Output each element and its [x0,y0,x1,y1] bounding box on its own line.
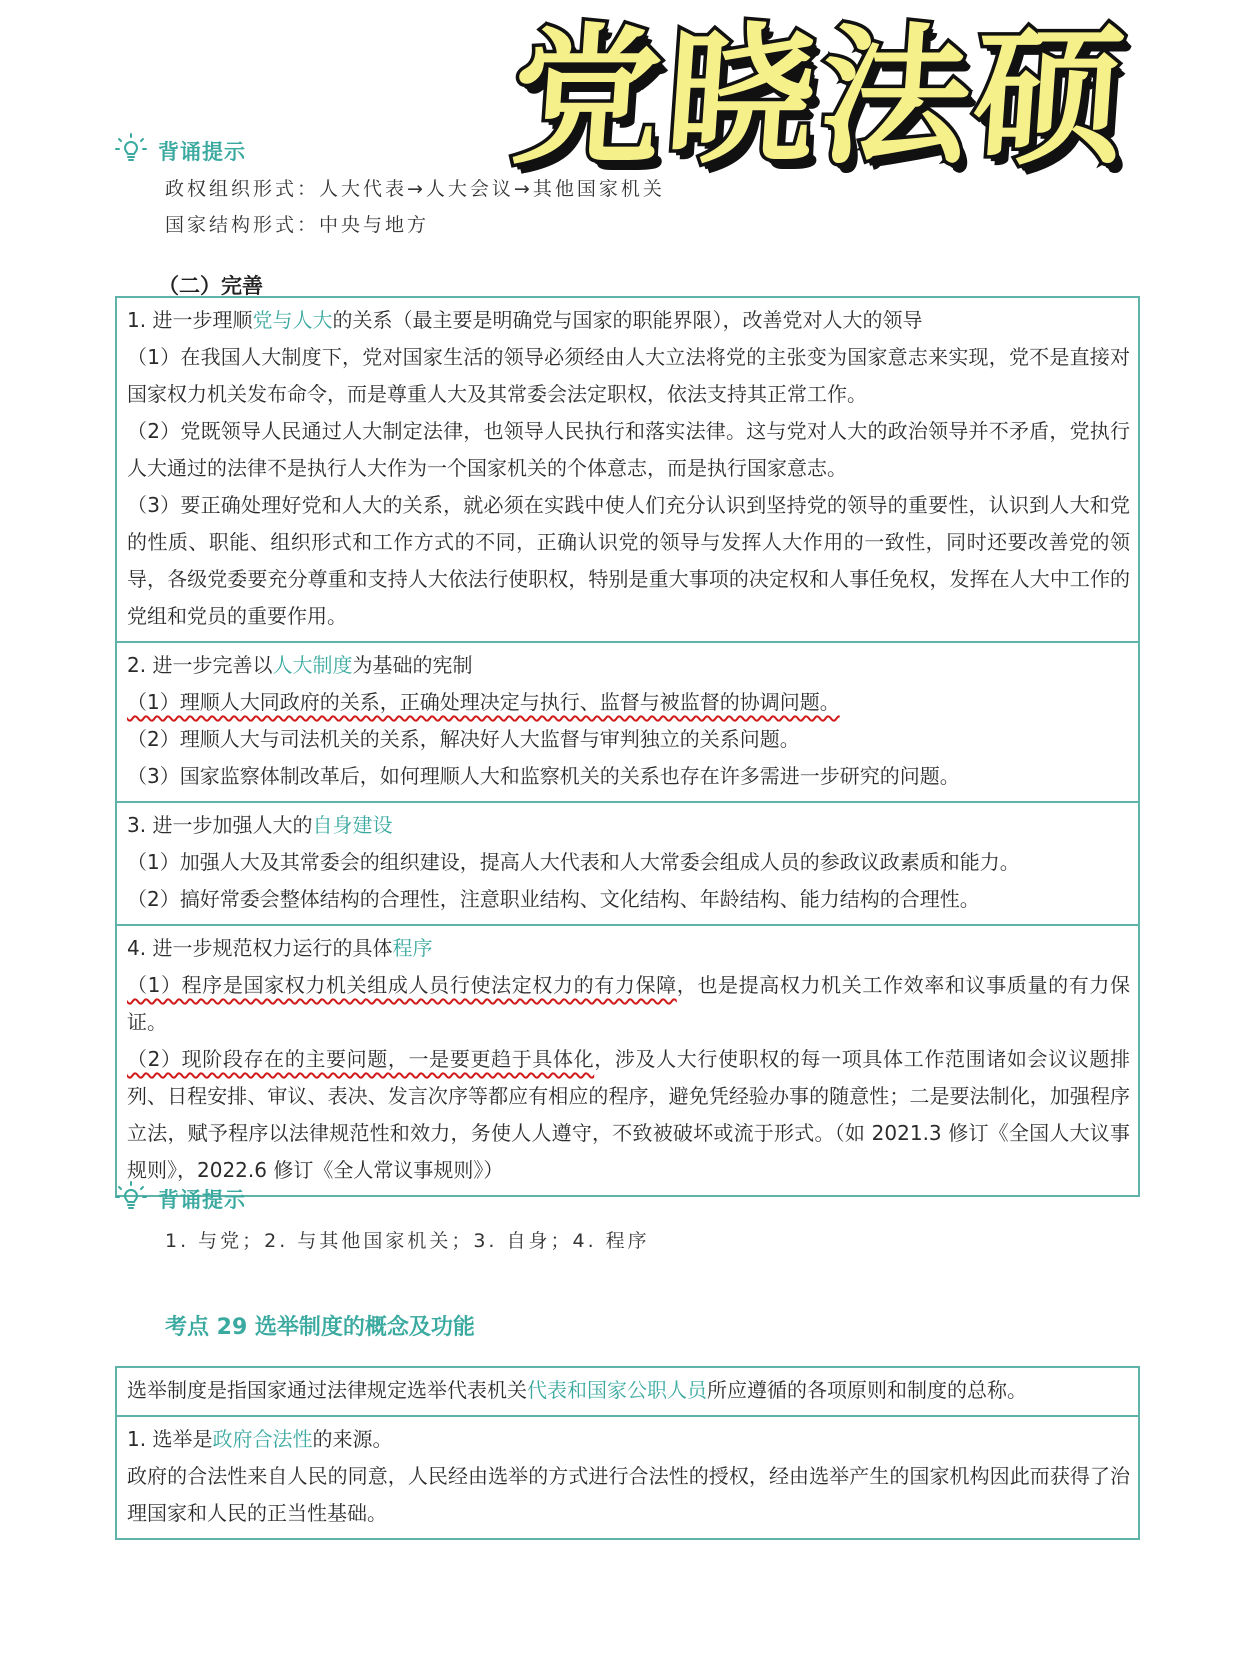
tip-line-1: 1. 与党；2. 与其他国家机关；3. 自身；4. 程序 [165,1230,650,1252]
section-1-title: 1. 选举是政府合法性的来源。 [127,1427,393,1451]
paragraph: （1）加强人大及其常委会的组织建设，提高人大代表和人大常委会组成人员的参政议政素质和能力。 [127,850,1020,874]
paragraph: （2）理顺人大与司法机关的关系，解决好人大监督与审判独立的关系问题。 [127,727,800,751]
paragraph: （2）搞好常委会整体结构的合理性，注意职业结构、文化结构、年龄结构、能力结构的合理性。 [127,887,980,911]
sub-heading: （二）完善 [158,274,263,298]
paragraph: 政府的合法性来自人民的同意，人民经由选举的方式进行合法性的授权，经由选举产生的国家机构因此而获得了治理国家和人民的正当性基础。 [127,1464,1130,1525]
section-1-title: 1. 进一步理顺党与人大的关系（最主要是明确党与国家的职能界限），改善党对人大的领导 [127,308,923,332]
paragraph: （2）现阶段存在的主要问题，一是要更趋于具体化，涉及人大行使职权的每一项具体工作范围诸如会议议题排列、日程安排、审议、表决、发言次序等都应有相应的程序，避免凭经验办事的随意性；二是要法制化，加强程序立法，赋予程序以法律规范性和效力，务使人人遵守，不致被破坏或流于形式。（如 2021.3 修订《全国人大议事规则》，2022.6 修订《全人常议事规则》） [127,1047,1130,1182]
banner-title: 党晓法硕 [505,11,1135,185]
recitation-tip-header [114,132,246,170]
section-heading: 考点 29 选举制度的概念及功能 [165,1315,475,1340]
paragraph: （3）国家监察体制改革后，如何理顺人大和监察机关的关系也存在许多需进一步研究的问题。 [127,764,960,788]
paragraph: （3）要正确处理好党和人大的关系，就必须在实践中使人们充分认识到坚持党的领导的重要性，认识到人大和党的性质、职能、组织形式和工作方式的不同，正确认识党的领导与发挥人大作用的一致性，同时还要改善党的领导，各级党委要充分尊重和支持人大依法行使职权，特别是重大事项的决定权和人事任免权，发挥在人大中工作的党组和党员的重要作用。 [127,493,1130,628]
tip-line-1: 政权组织形式：人大代表→人大会议→其他国家机关 [165,178,665,200]
section-2-title: 2. 进一步完善以人大制度为基础的宪制 [127,653,473,677]
section-4-title: 4. 进一步规范权力运行的具体程序 [127,936,433,960]
paragraph: （1）在我国人大制度下，党对国家生活的领导必须经由人大立法将党的主张变为国家意志来实现，党不是直接对国家权力机关发布命令，而是尊重人大及其常委会法定职权，依法支持其正常工作。 [127,345,1130,406]
definition-row [117,1368,1138,1415]
paragraph: （1）程序是国家权力机关组成人员行使法定权力的有力保障，也是提高权力机关工作效率和议事质量的有力保证。 [127,973,1130,1034]
section-1 [117,298,1138,641]
handwritten-underline: （1）理顺人大同政府的关系，正确处理决定与执行、监督与被监督的协调问题。 [127,690,840,714]
section-3-title: 3. 进一步加强人大的自身建设 [127,813,393,837]
section-3 [117,801,1138,924]
content-table-2 [115,1366,1140,1540]
section-2 [117,641,1138,801]
tip-title: 背诵提示 [158,140,246,164]
recitation-tip-header [114,1180,246,1218]
tip-line-2: 国家结构形式：中央与地方 [165,214,430,236]
title-banner [430,8,1210,188]
handwritten-underline: （1）程序是国家权力机关组成人员行使法定权力的有力保障 [127,973,677,997]
paragraph: （2）党既领导人民通过人大制定法律，也领导人民执行和落实法律。这与党对人大的政治领导并不矛盾，党执行人大通过的法律不是执行人大作为一个国家机关的个体意志，而是执行国家意志。 [127,419,1130,480]
lightbulb-icon [114,1180,148,1218]
section-4 [117,924,1138,1195]
section-1 [117,1415,1138,1538]
definition: 选举制度是指国家通过法律规定选举代表机关代表和国家公职人员所应遵循的各项原则和制度的总称。 [127,1378,1027,1402]
tip-title: 背诵提示 [158,1188,246,1212]
paragraph [127,684,1130,721]
lightbulb-icon [114,132,148,170]
handwritten-underline: （2）现阶段存在的主要问题，一是要更趋于具体化 [127,1047,595,1071]
content-table-1 [115,296,1140,1197]
